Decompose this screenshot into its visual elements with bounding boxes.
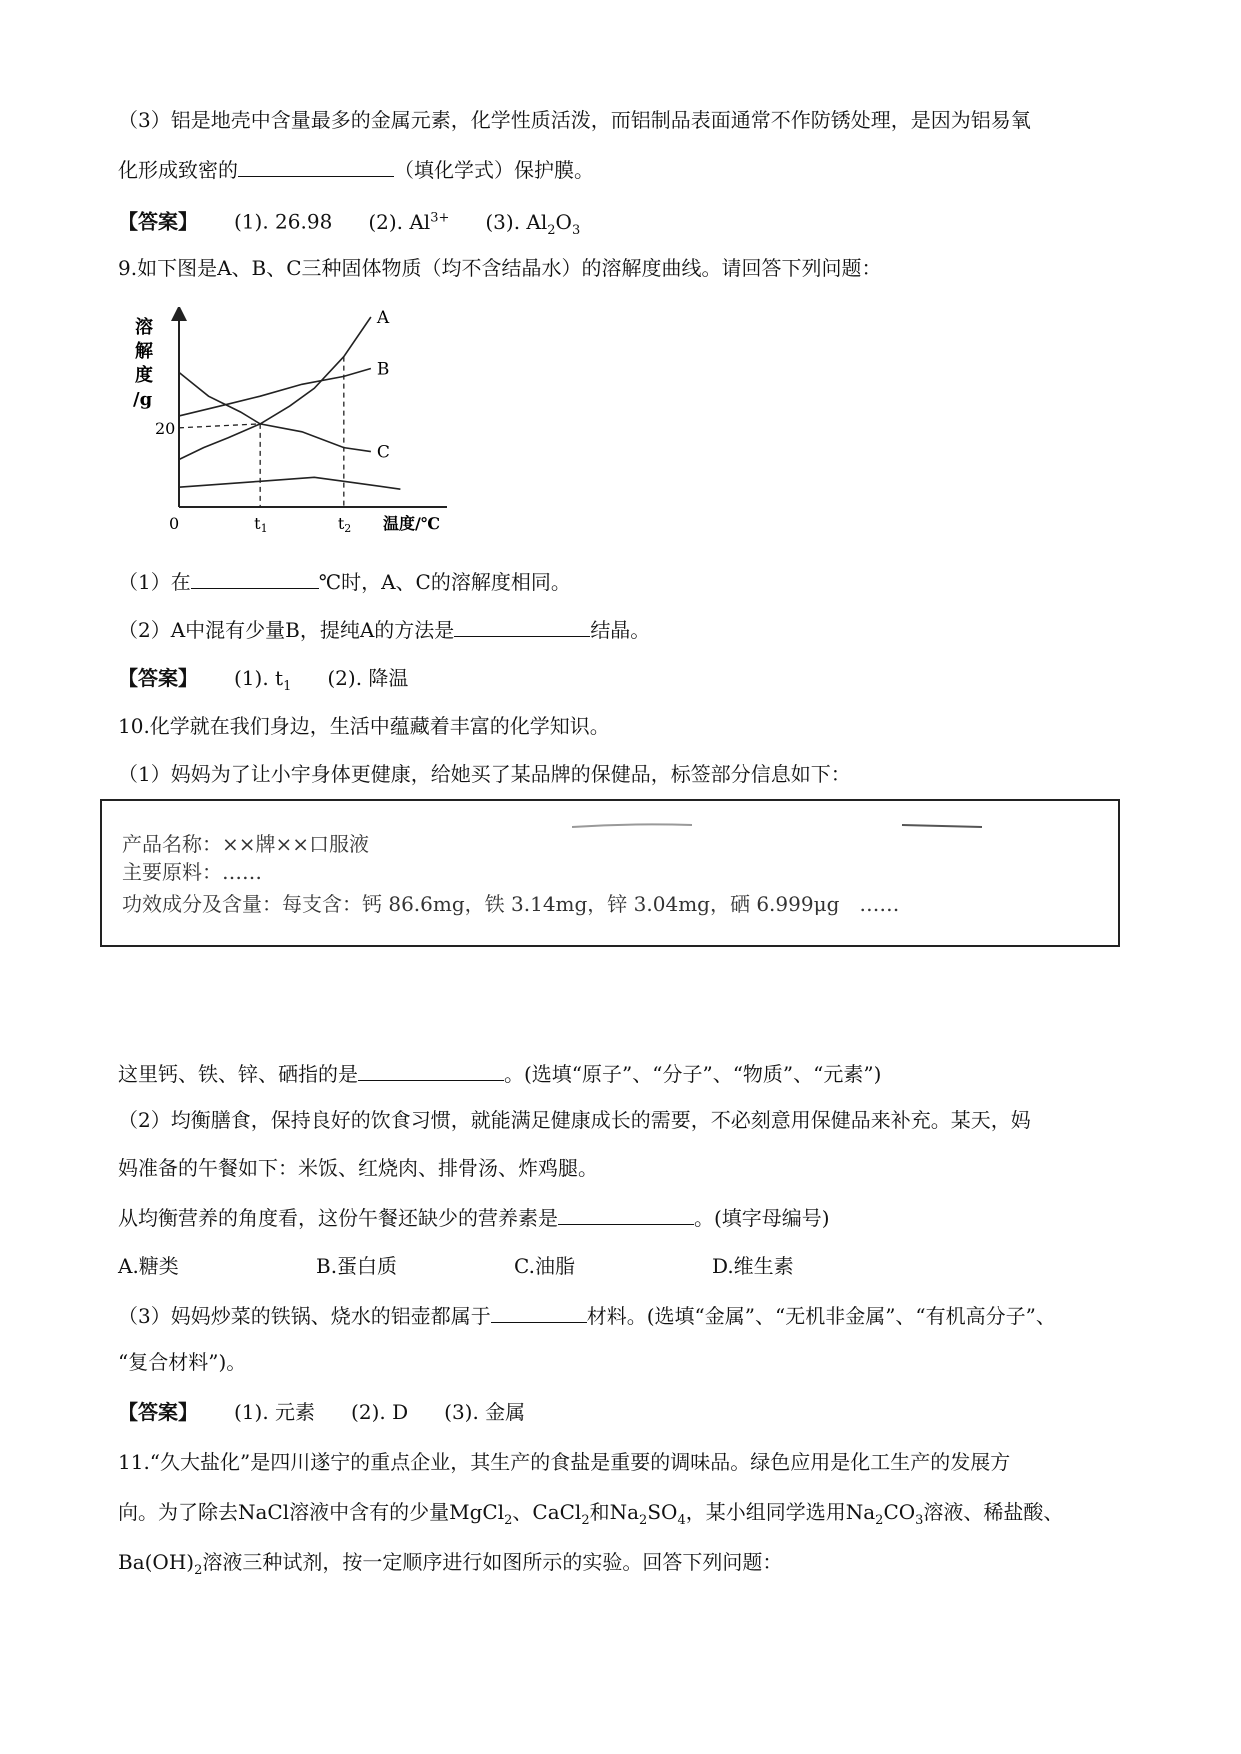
q10-answer [118,1398,525,1426]
q8-part3-line1: （3）铝是地壳中含量最多的金属元素，化学性质活泼，而铝制品表面通常不作防锈处理，是因为铝易氧 [118,108,1031,132]
y-label-char: 溶 [135,317,153,338]
y-label-char: 解 [135,341,153,362]
answer-blank[interactable] [191,566,319,589]
label-product-name: 产品名称：××牌××口服液 [122,832,370,856]
choice-b[interactable]: B.蛋白质 [316,1254,398,1278]
answer-2: (2). $Al^{3+}$ [368,209,450,234]
answer-blank[interactable] [454,614,590,637]
curve-a [179,317,371,460]
q11-line3: $Ba(OH)_2$溶液三种试剂，按一定顺序进行如图所示的实验。回答下列问题： [118,1550,783,1578]
q8-part3-line2 [118,154,594,184]
scan-artifact [572,821,1012,835]
answer-blank[interactable] [491,1300,587,1323]
series-label-b: B [376,359,390,380]
answer-blank[interactable] [558,1202,694,1225]
series-label-c: C [376,442,390,463]
q9-answer [118,664,408,701]
q9-stem: 9.如下图是A、B、C三种固体物质（均不含结晶水）的溶解度曲线。请回答下列问题： [118,256,882,280]
q10-part2-line1: （2）均衡膳食，保持良好的饮食习惯，就能满足健康成长的需要，不必刻意用保健品来补充。某天，妈 [118,1108,1031,1132]
answer-1: (1). 26.98 [234,209,333,234]
q11-line1: 11.“久大盐化”是四川遂宁的重点企业，其生产的食盐是重要的调味品。绿色应用是化工生产的发展方 [118,1450,1011,1474]
y-label-char: /g [133,389,153,410]
answer-label: 【答案】 [118,209,198,234]
label-main-ingredients: 主要原料：…… [122,860,262,884]
choice-a[interactable]: A.糖类 [118,1254,179,1278]
y-label-char: 度 [135,365,153,386]
q10-part3: （3）妈妈炒菜的铁锅、烧水的铝壶都属于 材料。(选填“金属”、“无机非金属”、“有机高分子”、 [118,1300,1056,1330]
curve-c [179,372,371,451]
q8-answer [118,204,580,245]
answer-3: (3). 金属 [444,1400,526,1424]
curve-b [179,368,371,416]
q8-part3-suffix: （填化学式）保护膜。 [394,158,594,182]
origin-label: 0 [169,514,180,533]
series-label-a: A [376,308,390,328]
q10-part3-line2: “复合材料”)。 [118,1350,247,1374]
answer-1: (1). $t_1$ [234,666,292,694]
choice-d[interactable]: D.维生素 [712,1254,794,1278]
answer-blank[interactable] [358,1058,504,1081]
product-label-box [100,799,1120,947]
q10-stem: 10.化学就在我们身边，生活中蕴藏着丰富的化学知识。 [118,714,610,738]
guide-line [179,424,260,428]
q8-part3-prefix: 化形成致密的 [118,158,238,182]
answer-label: 【答案】 [118,666,198,690]
choice-c[interactable]: C.油脂 [514,1254,575,1278]
q9-part1: （1）在 ℃时，A、C的溶解度相同。 [118,566,571,596]
answer-3: (3). $Al_2O_3$ [485,209,581,238]
answer-1: (1). 元素 [234,1400,316,1424]
q9-part2: （2）A中混有少量B，提纯A的方法是 结晶。 [118,614,650,644]
q11-line2: 向。为了除去NaCl溶液中含有的少量MgCl$_2$、CaCl$_2$和$Na_2SO_4$，某小组同学选用$Na_2CO_3$溶液、稀盐酸、 [118,1500,1064,1528]
answer-label: 【答案】 [118,1400,198,1424]
solubility-chart [125,307,465,537]
x-tick-label: t2 [337,514,352,535]
x-tick-label: t1 [254,514,268,535]
answer-2: (2). D [351,1400,409,1424]
q10-part1: （1）妈妈为了让小宇身体更健康，给她买了某品牌的保健品，标签部分信息如下： [118,762,851,786]
q10-part2-question: 从均衡营养的角度看，这份午餐还缺少的营养素是 。(填字母编号) [118,1202,830,1232]
label-active-content: 功效成分及含量：每支含：钙 86.6mg，铁 3.14mg，锌 3.04mg，硒 6.999μg …… [122,892,900,916]
q10-choices [118,1252,910,1280]
q10-part1b: 这里钙、铁、锌、硒指的是 。(选填“原子”、“分子”、“物质”、“元素”) [118,1058,881,1088]
q10-part2-line2: 妈准备的午餐如下：米饭、红烧肉、排骨汤、炸鸡腿。 [118,1156,598,1180]
answer-2: (2). 降温 [327,666,409,690]
curve-baseline [179,477,400,489]
answer-blank[interactable] [238,154,394,177]
x-axis-label: 温度/℃ [383,514,441,533]
y-tick-label: 20 [155,418,176,438]
